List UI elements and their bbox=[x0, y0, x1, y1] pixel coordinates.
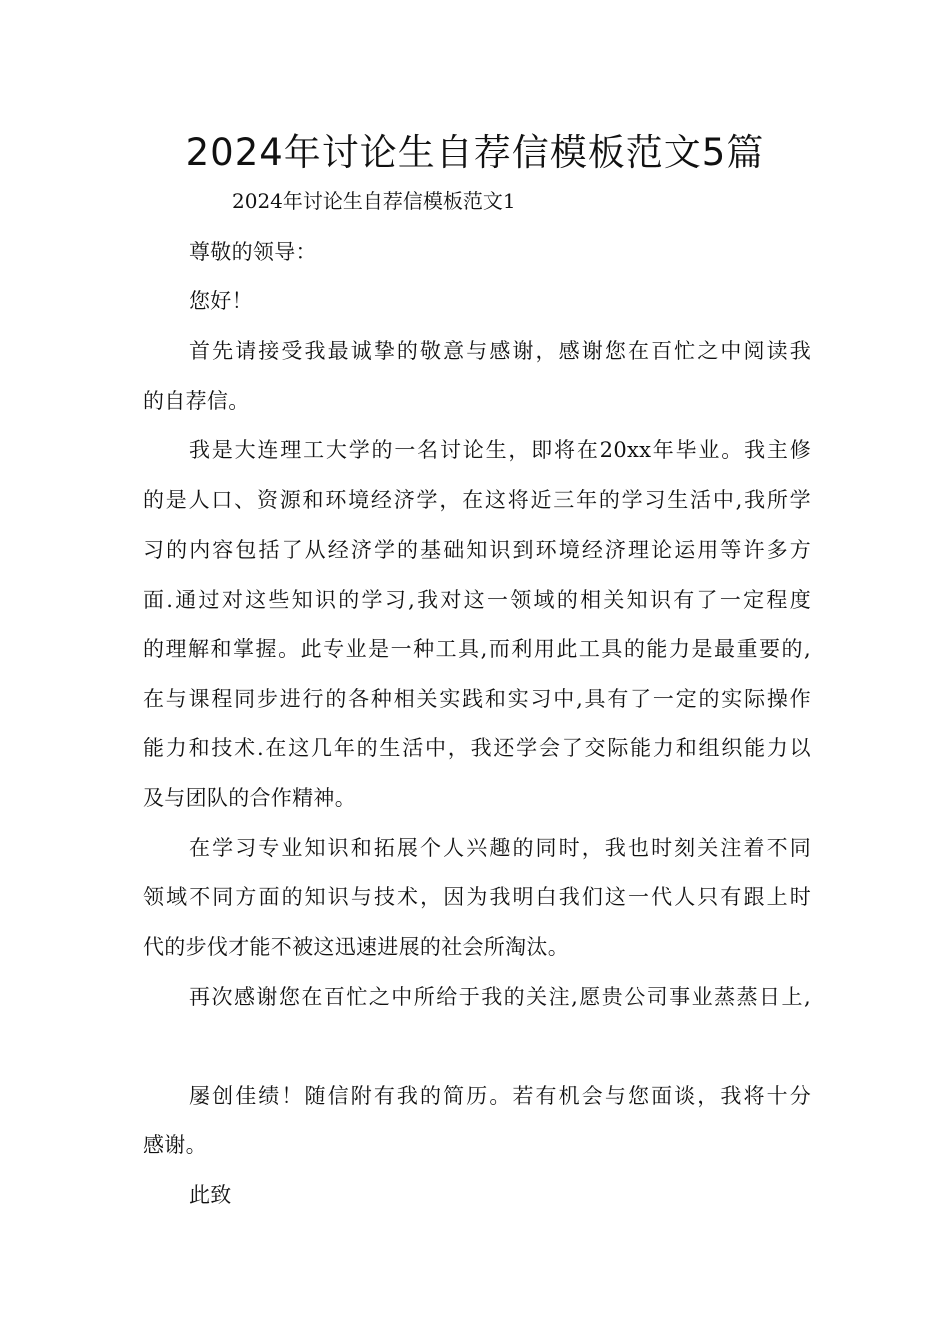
closing: 此致 bbox=[189, 1183, 232, 1207]
paragraph-line: 代的步伐才能不被这迅速进展的社会所淘汰。 bbox=[143, 935, 569, 959]
paragraph-line: 在学习专业知识和拓展个人兴趣的同时，我也时刻关注着不同 bbox=[189, 836, 811, 860]
paragraph-line: 能力和技术.在这几年的生活中，我还学会了交际能力和组织能力以 bbox=[143, 736, 811, 760]
salutation: 尊敬的领导： bbox=[189, 240, 317, 264]
greeting: 您好！ bbox=[189, 289, 253, 313]
document-subtitle: 2024年讨论生自荐信模板范文1 bbox=[232, 189, 516, 213]
paragraph-line: 的理解和掌握。此专业是一种工具,而利用此工具的能力是最重要的, bbox=[143, 637, 811, 661]
paragraph-line: 再次感谢您在百忙之中所给于我的关注,愿贵公司事业蒸蒸日上, bbox=[189, 985, 811, 1009]
paragraph-line: 习的内容包括了从经济学的基础知识到环境经济理论运用等许多方 bbox=[143, 538, 811, 562]
paragraph-line: 及与团队的合作精神。 bbox=[143, 786, 356, 810]
paragraph-line: 首先请接受我最诚挚的敬意与感谢，感谢您在百忙之中阅读我 bbox=[189, 339, 811, 363]
paragraph-line: 屡创佳绩！随信附有我的简历。若有机会与您面谈，我将十分 bbox=[189, 1084, 811, 1108]
paragraph-line: 领域不同方面的知识与技术，因为我明白我们这一代人只有跟上时 bbox=[143, 885, 811, 909]
paragraph-line: 的是人口、资源和环境经济学，在这将近三年的学习生活中,我所学 bbox=[143, 488, 811, 512]
paragraph-line: 面.通过对这些知识的学习,我对这一领域的相关知识有了一定程度 bbox=[143, 588, 811, 612]
paragraph-line: 我是大连理工大学的一名讨论生，即将在20xx年毕业。我主修 bbox=[189, 438, 811, 462]
paragraph-line: 感谢。 bbox=[143, 1133, 207, 1157]
paragraph-line: 在与课程同步进行的各种相关实践和实习中,具有了一定的实际操作 bbox=[143, 687, 811, 711]
document-title: 2024年讨论生自荐信模板范文5篇 bbox=[185, 131, 765, 174]
paragraph-line: 的自荐信。 bbox=[143, 389, 250, 413]
